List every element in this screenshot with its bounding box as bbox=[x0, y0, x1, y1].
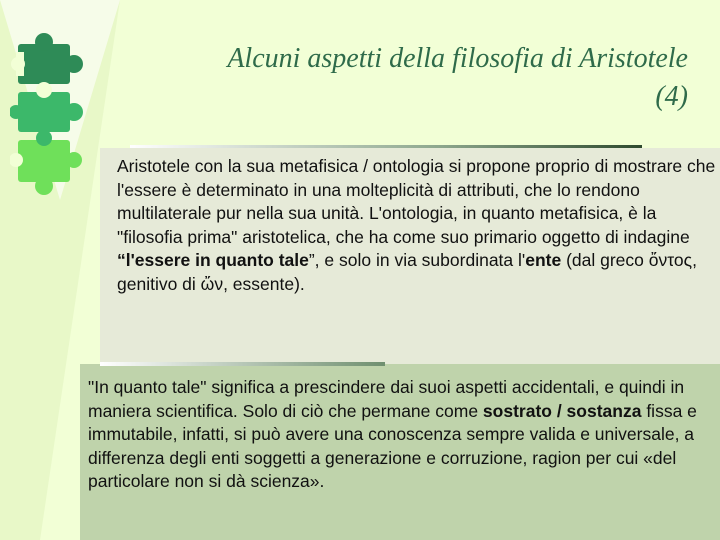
p1-bold-essere: “l'essere in quanto tale bbox=[117, 250, 309, 270]
p2-text-a: "In quanto tale" significa a prescindere dai suoi aspetti accidentali, e quindi in maniera scientifica. Solo di ciò che permane come bbox=[88, 377, 685, 421]
title-line-2: (4) bbox=[655, 81, 688, 112]
title-line-1: Alcuni aspetti della filosofia di Aristotele bbox=[227, 43, 688, 74]
p2-text-b: fissa e immutabile, infatti, si può avere una conoscenza sempre valida e universale, a differenza degli enti soggetti a generazione e corruzione, ragion per cui «del particolare non si dà scienza». bbox=[88, 400, 697, 491]
paragraph-1 bbox=[117, 155, 717, 296]
paragraph-2 bbox=[88, 376, 716, 494]
p1-text-a: Aristotele con la sua metafisica / ontologia si propone proprio di mostrare che l'essere è determinato in una molteplicità di attributi, che lo rendono multilaterale pur nella sua unità. L'ontologia, in quanto metafisica, è la "filosofia prima" aristotelica, che ha come suo primario oggetto di indagine bbox=[117, 156, 716, 247]
p1-bold-ente: ente bbox=[525, 250, 562, 270]
p1-text-c: (dal greco ὄντος, genitivo di ὤν, essente). bbox=[117, 250, 697, 294]
puzzle-pieces-icon bbox=[10, 30, 90, 200]
slide-title bbox=[130, 40, 688, 116]
p1-text-b: ”, e solo in via subordinata l' bbox=[308, 250, 526, 270]
p2-bold-sostanza: sostrato / sostanza bbox=[482, 400, 642, 421]
box-divider bbox=[100, 362, 385, 366]
